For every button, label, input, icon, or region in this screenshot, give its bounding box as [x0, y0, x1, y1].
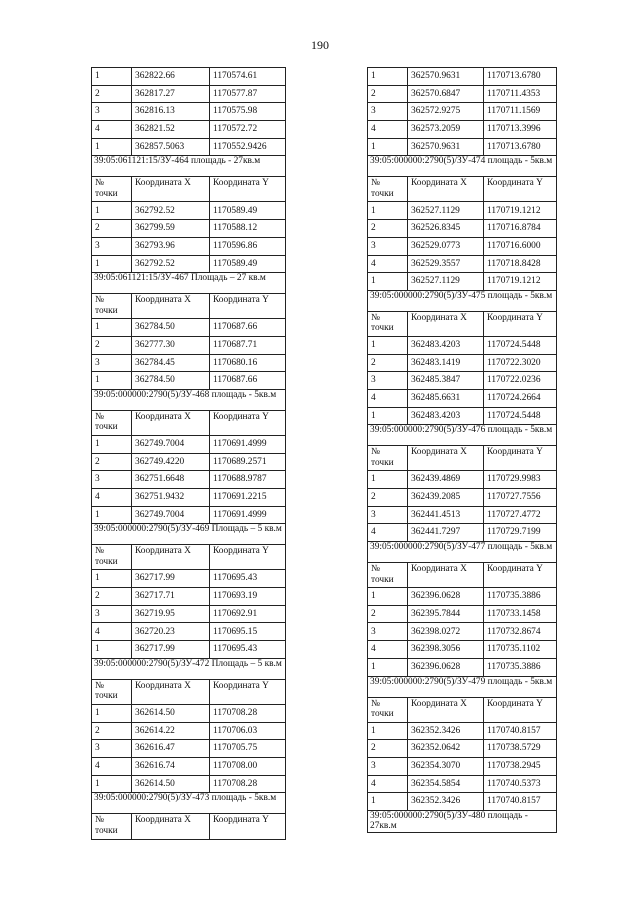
- table-header-row: [368, 563, 556, 588]
- coordinate-x-cell: Координата X: [131, 814, 209, 839]
- coordinate-x-cell: 362614.22: [131, 723, 209, 740]
- coordinate-y-cell: Координата Y: [209, 814, 285, 839]
- table-row: [92, 103, 285, 121]
- coordinate-x-cell: 362439.2085: [407, 489, 483, 506]
- table-row: [92, 256, 285, 274]
- table-row: [92, 238, 285, 256]
- table-row: [368, 256, 556, 274]
- point-number-cell: 1: [371, 410, 376, 421]
- point-number-cell: № точки: [371, 698, 394, 719]
- coordinate-x-cell: 362816.13: [131, 103, 209, 120]
- coordinate-x-cell: 362352.3426: [407, 793, 483, 810]
- point-number-cell: 1: [95, 258, 100, 269]
- coordinate-x-cell: 362717.71: [131, 588, 209, 605]
- coordinate-x-cell: Координата X: [407, 446, 483, 470]
- coordinate-x-cell: 362526.8345: [407, 220, 483, 237]
- point-number-cell: № точки: [371, 564, 394, 585]
- point-number-cell: 1: [371, 474, 376, 485]
- coordinate-x-cell: 362485.3847: [407, 372, 483, 389]
- table-row: [368, 408, 556, 426]
- point-number-cell: 2: [371, 357, 376, 368]
- table-row: [92, 740, 285, 758]
- point-number-cell: 3: [95, 240, 100, 251]
- table-header-row: [92, 680, 285, 705]
- point-number-cell: 4: [371, 124, 376, 135]
- table-row: [92, 507, 285, 525]
- table-row: [368, 238, 556, 256]
- coordinate-y-cell: 1170552.9426: [209, 139, 285, 156]
- table-header-row: [368, 698, 556, 723]
- coordinate-x-cell: 362529.3557: [407, 256, 483, 273]
- coordinate-x-cell: 362817.27: [131, 86, 209, 103]
- coordinate-y-cell: Координата Y: [209, 545, 285, 569]
- coordinate-y-cell: 1170711.1569: [483, 103, 556, 120]
- point-number-cell: 1: [371, 796, 376, 807]
- coordinate-x-cell: 362719.95: [131, 606, 209, 623]
- coordinate-x-cell: 362396.0628: [407, 659, 483, 676]
- coordinate-y-cell: Координата Y: [209, 680, 285, 704]
- table-row: [92, 139, 285, 157]
- coordinate-y-cell: 1170713.6780: [483, 139, 556, 156]
- coordinate-y-cell: 1170705.75: [209, 740, 285, 757]
- coordinate-x-cell: Координата X: [131, 680, 209, 704]
- coordinate-y-cell: 1170577.87: [209, 86, 285, 103]
- point-number-cell: 2: [95, 725, 100, 736]
- table-row: [368, 524, 556, 542]
- coordinate-y-cell: 1170719.1212: [483, 202, 556, 219]
- coordinate-y-cell: 1170740.8157: [483, 723, 556, 740]
- point-number-cell: 2: [95, 339, 100, 350]
- table-row: [368, 220, 556, 238]
- table-row: [92, 623, 285, 641]
- table-header-row: [92, 177, 285, 202]
- coordinate-x-cell: 362439.4869: [407, 471, 483, 488]
- point-number-cell: 1: [371, 725, 376, 736]
- coordinate-y-cell: 1170691.4999: [209, 507, 285, 524]
- coordinate-y-cell: 1170711.4353: [483, 86, 556, 103]
- point-number-cell: № точки: [95, 295, 118, 316]
- parcel-title: 39:05:000000:2790(5)/ЗУ-476 площадь - 5кв.м: [368, 425, 556, 446]
- coordinate-y-cell: 1170596.86: [209, 238, 285, 255]
- coordinate-x-cell: 362616.74: [131, 758, 209, 775]
- coordinate-x-cell: 362784.45: [131, 355, 209, 372]
- coordinate-x-cell: 362527.1129: [407, 202, 483, 219]
- parcel-title: 39:05:000000:2790(5)/ЗУ-473 площадь - 5кв.м: [92, 793, 285, 814]
- coordinate-y-cell: Координата Y: [483, 446, 556, 470]
- table-row: [92, 68, 285, 86]
- point-number-cell: 1: [95, 644, 100, 655]
- coordinate-x-cell: 362354.3070: [407, 758, 483, 775]
- point-number-cell: № точки: [371, 312, 394, 334]
- parcel-title: 39:05:000000:2790(5)/ЗУ-469 Площадь – 5 кв.м: [92, 524, 285, 545]
- point-number-cell: № точки: [95, 815, 118, 836]
- coordinate-y-cell: 1170735.3886: [483, 588, 556, 605]
- coordinate-x-cell: 362821.52: [131, 121, 209, 138]
- table-row: [368, 507, 556, 525]
- point-number-cell: 3: [371, 626, 376, 637]
- point-number-cell: 1: [95, 573, 100, 584]
- table-row: [368, 793, 556, 811]
- point-number-cell: 2: [371, 492, 376, 503]
- coordinate-y-cell: 1170680.16: [209, 355, 285, 372]
- coordinate-x-cell: 362784.50: [131, 319, 209, 336]
- table-row: [92, 355, 285, 373]
- point-number-cell: 3: [95, 106, 100, 117]
- coordinate-x-cell: 362717.99: [131, 570, 209, 587]
- point-number-cell: 3: [371, 760, 376, 771]
- coordinate-y-cell: Координата Y: [483, 177, 556, 201]
- table-header-row: [368, 446, 556, 471]
- table-row: [368, 390, 556, 408]
- coordinate-x-cell: 362717.99: [131, 641, 209, 658]
- parcel-title: 39:05:000000:2790(5)/ЗУ-472 Площадь – 5 кв.м: [92, 659, 285, 680]
- table-row: [92, 606, 285, 624]
- point-number-cell: 4: [95, 124, 100, 135]
- coordinate-y-cell: 1170733.1458: [483, 606, 556, 623]
- coordinate-y-cell: 1170724.5448: [483, 408, 556, 425]
- table-header-row: [92, 814, 285, 839]
- point-number-cell: 2: [371, 608, 376, 619]
- point-number-cell: 4: [371, 527, 376, 538]
- coordinate-y-cell: Координата Y: [483, 698, 556, 722]
- table-header-row: [368, 177, 556, 202]
- coordinate-x-cell: 362529.0773: [407, 238, 483, 255]
- table-row: [92, 454, 285, 472]
- coordinate-x-cell: 362749.7004: [131, 507, 209, 524]
- coordinate-y-cell: 1170735.3886: [483, 659, 556, 676]
- point-number-cell: 1: [371, 141, 376, 152]
- table-row: [92, 471, 285, 489]
- table-row: [92, 121, 285, 139]
- point-number-cell: 1: [95, 509, 100, 520]
- coordinate-y-cell: 1170724.2664: [483, 390, 556, 407]
- point-number-cell: 3: [95, 357, 100, 368]
- parcel-title: 39:05:000000:2790(5)/ЗУ-468 площадь - 5кв.м: [92, 390, 285, 411]
- table-header-row: [368, 312, 556, 337]
- coordinate-x-cell: 362483.4203: [407, 408, 483, 425]
- point-number-cell: 1: [95, 205, 100, 216]
- coordinate-y-cell: 1170719.1212: [483, 273, 556, 290]
- point-number-cell: 1: [371, 205, 376, 216]
- coordinate-y-cell: 1170589.49: [209, 202, 285, 219]
- point-number-cell: 1: [95, 439, 100, 450]
- point-number-cell: 4: [371, 778, 376, 789]
- coordinate-y-cell: 1170729.9983: [483, 471, 556, 488]
- point-number-cell: 2: [371, 223, 376, 234]
- point-number-cell: 1: [371, 276, 376, 287]
- table-row: [368, 121, 556, 139]
- coordinate-x-cell: 362857.5063: [131, 139, 209, 156]
- table-row: [368, 758, 556, 776]
- coordinate-x-cell: 362616.47: [131, 740, 209, 757]
- coordinate-x-cell: Координата X: [407, 312, 483, 336]
- table-row: [368, 139, 556, 157]
- table-row: [368, 623, 556, 641]
- table-row: [92, 758, 285, 776]
- table-row: [92, 372, 285, 390]
- coordinate-x-cell: Координата X: [131, 294, 209, 318]
- coordinate-x-cell: 362527.1129: [407, 273, 483, 290]
- coordinate-x-cell: 362352.0642: [407, 740, 483, 757]
- point-number-cell: 1: [95, 71, 100, 82]
- table-row: [368, 202, 556, 220]
- coordinate-x-cell: 362485.6631: [407, 390, 483, 407]
- coordinate-y-cell: 1170729.7199: [483, 524, 556, 541]
- coordinate-y-cell: 1170688.9787: [209, 471, 285, 488]
- point-number-cell: 1: [371, 71, 376, 82]
- coordinate-y-cell: 1170722.0236: [483, 372, 556, 389]
- coordinate-y-cell: 1170708.28: [209, 705, 285, 722]
- point-number-cell: 4: [95, 492, 100, 503]
- coordinate-x-cell: Координата X: [407, 177, 483, 201]
- coordinate-x-cell: 362573.2059: [407, 121, 483, 138]
- coordinate-y-cell: 1170695.15: [209, 623, 285, 640]
- coordinate-x-cell: 362570.9631: [407, 139, 483, 156]
- table-row: [92, 319, 285, 337]
- point-number-cell: № точки: [371, 178, 394, 199]
- point-number-cell: 1: [95, 707, 100, 718]
- coordinate-y-cell: 1170732.8674: [483, 623, 556, 640]
- point-number-cell: 4: [95, 626, 100, 637]
- coordinate-x-cell: 362483.4203: [407, 337, 483, 354]
- table-row: [368, 103, 556, 121]
- coordinate-y-cell: 1170727.7556: [483, 489, 556, 506]
- point-number-cell: 3: [95, 474, 100, 485]
- coordinate-x-cell: 362614.50: [131, 705, 209, 722]
- point-number-cell: 3: [371, 240, 376, 251]
- coordinate-y-cell: 1170713.3996: [483, 121, 556, 138]
- table-row: [368, 723, 556, 741]
- point-number-cell: 4: [371, 258, 376, 269]
- point-number-cell: 3: [371, 106, 376, 117]
- coordinate-y-cell: 1170687.66: [209, 372, 285, 389]
- coordinate-y-cell: 1170692.91: [209, 606, 285, 623]
- point-number-cell: 3: [371, 509, 376, 520]
- table-row: [368, 588, 556, 606]
- table-row: [368, 471, 556, 489]
- parcel-title: 39:05:061121:15/ЗУ-467 Площадь – 27 кв.м: [92, 273, 285, 294]
- coordinate-x-cell: 362749.4220: [131, 454, 209, 471]
- coordinate-x-cell: 362398.0272: [407, 623, 483, 640]
- coordinate-y-cell: 1170574.61: [209, 68, 285, 85]
- coordinate-x-cell: 362395.7844: [407, 606, 483, 623]
- coordinates-table-right: [367, 67, 557, 833]
- table-row: [368, 273, 556, 291]
- coordinate-y-cell: 1170738.5729: [483, 740, 556, 757]
- coordinates-table-left: [91, 67, 286, 840]
- coordinate-y-cell: 1170716.8784: [483, 220, 556, 237]
- coordinate-x-cell: 362749.7004: [131, 436, 209, 453]
- coordinate-y-cell: 1170691.2215: [209, 489, 285, 506]
- coordinate-y-cell: 1170740.5373: [483, 776, 556, 793]
- coordinate-x-cell: 362614.50: [131, 776, 209, 793]
- point-number-cell: 2: [95, 223, 100, 234]
- coordinate-y-cell: 1170708.28: [209, 776, 285, 793]
- point-number-cell: № точки: [371, 447, 394, 468]
- coordinate-y-cell: 1170695.43: [209, 641, 285, 658]
- table-row: [368, 372, 556, 390]
- parcel-title: 39:05:061121:15/ЗУ-464 площадь - 27кв.м: [92, 156, 285, 177]
- coordinate-x-cell: 362570.6847: [407, 86, 483, 103]
- point-number-cell: 2: [95, 591, 100, 602]
- table-row: [92, 723, 285, 741]
- table-row: [368, 68, 556, 86]
- coordinate-y-cell: 1170708.00: [209, 758, 285, 775]
- coordinate-x-cell: 362751.6648: [131, 471, 209, 488]
- coordinate-y-cell: 1170693.19: [209, 588, 285, 605]
- point-number-cell: 1: [95, 141, 100, 152]
- coordinate-x-cell: 362799.59: [131, 220, 209, 237]
- parcel-title: 39:05:000000:2790(5)/ЗУ-477 площадь - 5кв.м: [368, 542, 556, 563]
- coordinate-x-cell: 362572.9275: [407, 103, 483, 120]
- coordinate-x-cell: 362793.96: [131, 238, 209, 255]
- coordinate-y-cell: 1170724.5448: [483, 337, 556, 354]
- coordinate-x-cell: 362792.52: [131, 256, 209, 273]
- point-number-cell: 2: [95, 456, 100, 467]
- point-number-cell: № точки: [95, 411, 118, 433]
- parcel-title: 39:05:000000:2790(5)/ЗУ-475 площадь - 5кв.м: [368, 291, 556, 312]
- point-number-cell: 1: [371, 661, 376, 672]
- table-row: [368, 86, 556, 104]
- table-row: [92, 570, 285, 588]
- coordinate-x-cell: Координата X: [131, 545, 209, 569]
- coordinate-x-cell: Координата X: [131, 177, 209, 201]
- point-number-cell: 3: [95, 608, 100, 619]
- table-row: [92, 588, 285, 606]
- coordinate-x-cell: Координата X: [131, 411, 209, 435]
- coordinate-y-cell: Координата Y: [483, 312, 556, 336]
- coordinate-x-cell: 362777.30: [131, 337, 209, 354]
- point-number-cell: 4: [95, 760, 100, 771]
- coordinate-y-cell: 1170695.43: [209, 570, 285, 587]
- coordinate-x-cell: 362354.5854: [407, 776, 483, 793]
- page-number: 190: [311, 38, 329, 52]
- parcel-title: 39:05:000000:2790(5)/ЗУ-474 площадь - 5кв.м: [368, 156, 556, 177]
- point-number-cell: 1: [95, 322, 100, 333]
- coordinate-y-cell: 1170727.4772: [483, 507, 556, 524]
- table-row: [368, 776, 556, 794]
- point-number-cell: 1: [95, 375, 100, 386]
- parcel-title: 39:05:000000:2790(5)/ЗУ-479 площадь - 5кв.м: [368, 677, 556, 698]
- coordinate-x-cell: 362822.66: [131, 68, 209, 85]
- point-number-cell: 4: [371, 393, 376, 404]
- table-row: [92, 86, 285, 104]
- coordinate-x-cell: 362352.3426: [407, 723, 483, 740]
- coordinate-y-cell: 1170738.2945: [483, 758, 556, 775]
- coordinate-y-cell: Координата Y: [209, 411, 285, 435]
- point-number-cell: 2: [371, 88, 376, 99]
- point-number-cell: № точки: [95, 680, 118, 702]
- coordinate-x-cell: 362483.1419: [407, 355, 483, 372]
- coordinate-x-cell: 362398.3056: [407, 641, 483, 658]
- coordinate-x-cell: 362792.52: [131, 202, 209, 219]
- point-number-cell: 2: [371, 743, 376, 754]
- point-number-cell: 3: [371, 375, 376, 386]
- table-row: [368, 489, 556, 507]
- table-row: [368, 740, 556, 758]
- coordinate-y-cell: Координата Y: [209, 177, 285, 201]
- table-row: [368, 606, 556, 624]
- table-row: [92, 641, 285, 659]
- coordinate-y-cell: 1170589.49: [209, 256, 285, 273]
- coordinate-y-cell: 1170735.1102: [483, 641, 556, 658]
- table-row: [92, 489, 285, 507]
- table-row: [368, 659, 556, 677]
- coordinate-y-cell: 1170718.8428: [483, 256, 556, 273]
- table-header-row: [92, 294, 285, 319]
- coordinate-y-cell: 1170588.12: [209, 220, 285, 237]
- point-number-cell: 1: [371, 591, 376, 602]
- coordinate-x-cell: 362441.7297: [407, 524, 483, 541]
- coordinate-y-cell: 1170575.98: [209, 103, 285, 120]
- coordinate-y-cell: 1170713.6780: [483, 68, 556, 85]
- coordinate-x-cell: 362720.23: [131, 623, 209, 640]
- table-header-row: [92, 545, 285, 570]
- coordinate-x-cell: Координата X: [407, 563, 483, 587]
- coordinate-x-cell: 362396.0628: [407, 588, 483, 605]
- table-row: [368, 355, 556, 373]
- coordinate-y-cell: Координата Y: [483, 563, 556, 587]
- coordinate-y-cell: 1170716.6000: [483, 238, 556, 255]
- table-row: [92, 705, 285, 723]
- coordinate-y-cell: 1170687.71: [209, 337, 285, 354]
- point-number-cell: 2: [95, 88, 100, 99]
- point-number-cell: № точки: [95, 178, 118, 199]
- table-row: [92, 436, 285, 454]
- table-row: [92, 202, 285, 220]
- coordinate-x-cell: 362751.9432: [131, 489, 209, 506]
- coordinate-x-cell: 362441.4513: [407, 507, 483, 524]
- coordinate-y-cell: 1170687.66: [209, 319, 285, 336]
- table-row: [368, 337, 556, 355]
- coordinate-x-cell: Координата X: [407, 698, 483, 722]
- coordinate-y-cell: 1170691.4999: [209, 436, 285, 453]
- table-row: [92, 337, 285, 355]
- point-number-cell: 1: [95, 778, 100, 789]
- point-number-cell: 1: [371, 339, 376, 350]
- table-row: [368, 641, 556, 659]
- point-number-cell: 3: [95, 743, 100, 754]
- coordinate-y-cell: 1170689.2571: [209, 454, 285, 471]
- coordinate-y-cell: Координата Y: [209, 294, 285, 318]
- point-number-cell: 4: [371, 644, 376, 655]
- coordinate-x-cell: 362784.50: [131, 372, 209, 389]
- coordinate-y-cell: 1170706.03: [209, 723, 285, 740]
- coordinate-x-cell: 362570.9631: [407, 68, 483, 85]
- table-row: [92, 220, 285, 238]
- coordinate-y-cell: 1170572.72: [209, 121, 285, 138]
- coordinate-y-cell: 1170722.3020: [483, 355, 556, 372]
- table-header-row: [92, 411, 285, 436]
- coordinate-y-cell: 1170740.8157: [483, 793, 556, 810]
- point-number-cell: № точки: [95, 546, 118, 567]
- table-row: [92, 776, 285, 794]
- parcel-title: 39:05:000000:2790(5)/ЗУ-480 площадь - 27кв.м: [370, 810, 528, 832]
